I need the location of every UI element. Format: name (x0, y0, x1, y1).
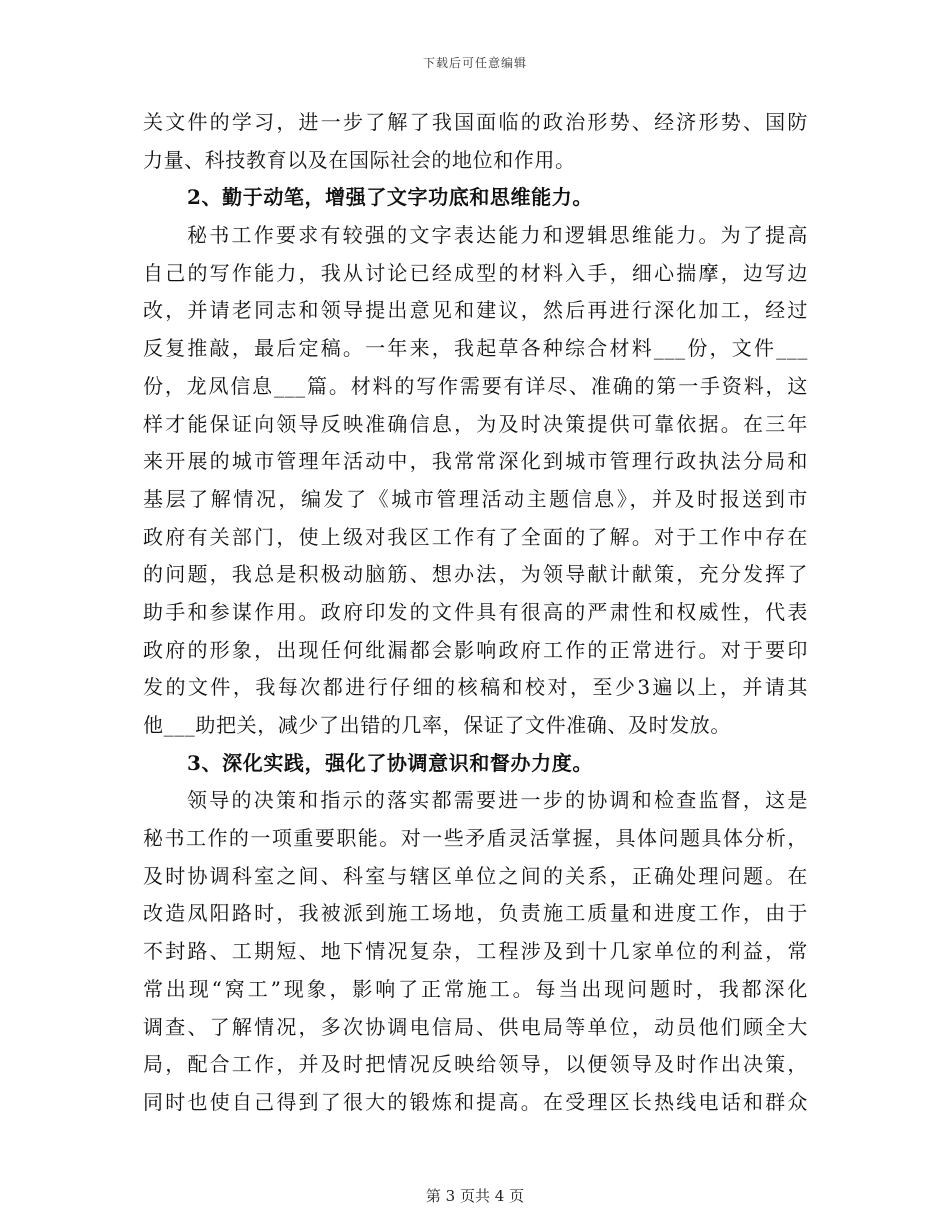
text-line: 局，配合工作，并及时把情况反映给领导，以便领导及时作出决策， (143, 1052, 808, 1077)
text-line: 秘书工作的一项重要职能。对一些矛盾灵活掌握，具体问题具体分析， (143, 826, 808, 851)
text-line: 改造凤阳路时，我被派到施工场地，负责施工质量和进度工作，由于 (143, 901, 808, 926)
text-line: 同时也使自己得到了很大的锻炼和提高。在受理区长热线电话和群众 (143, 1089, 808, 1114)
document-body (143, 104, 808, 1122)
page-footer: 第 3 页共 4 页 (425, 1187, 525, 1205)
text-line: 助手和参谋作用。政府印发的文件具有很高的严肃性和权威性，代表 (143, 599, 808, 624)
page-header: 下载后可任意编辑 (422, 56, 527, 70)
text-line: 来开展的城市管理年活动中，我常常深化到城市管理行政执法分局和 (143, 449, 808, 474)
text-line: 常出现“窝工”现象，影响了正常施工。每当出现问题时，我都深化 (143, 976, 808, 1001)
text-line: 调查、了解情况，多次协调电信局、供电局等单位，动员他们顾全大 (143, 1014, 808, 1039)
text-line: 自己的写作能力，我从讨论已经成型的材料入手，细心揣摩，边写边 (143, 260, 808, 285)
text-line: 力量、科技教育以及在国际社会的地位和作用。 (143, 147, 576, 172)
text-line: 基层了解情况，编发了《城市管理活动主题信息》，并及时报送到市 (143, 486, 808, 511)
text-line: 发的文件，我每次都进行仔细的核稿和校对，至少3遍以上，并请其 (143, 675, 808, 700)
text-line: 及时协调科室之间、科室与辖区单位之间的关系，正确处理问题。在 (143, 863, 808, 888)
text-line: 政府有关部门，使上级对我区工作有了全面的了解。对于工作中存在 (143, 524, 808, 549)
text-line: 领导的决策和指示的落实都需要进一步的协调和检查监督，这是 (187, 788, 808, 813)
text-line: 关文件的学习，进一步了解了我国面临的政治形势、经济形势、国防 (143, 110, 808, 134)
text-line: 反复推敲，最后定稿。一年来，我起草各种综合材料___份，文件___ (143, 336, 808, 361)
text-line: 秘书工作要求有较强的文字表达能力和逻辑思维能力。为了提高 (187, 223, 808, 248)
text-line: 改，并请老同志和领导提出意见和建议，然后再进行深化加工，经过 (143, 298, 808, 323)
section-heading: 3、深化实践，强化了协调意识和督办力度。 (187, 750, 593, 775)
text-line: 不封路、工期短、地下情况复杂，工程涉及到十几家单位的利益，常 (143, 939, 808, 964)
text-line: 份，龙凤信息___篇。材料的写作需要有详尽、准确的第一手资料，这 (143, 373, 808, 398)
text-line: 政府的形象，出现任何纰漏都会影响政府工作的正常进行。对于要印 (143, 637, 808, 662)
text-line: 的问题，我总是积极动脑筋、想办法，为领导献计献策，充分发挥了 (143, 562, 808, 587)
section-heading: 2、勤于动笔，增强了文字功底和思维能力。 (187, 185, 593, 210)
text-line: 他___助把关，减少了出错的几率，保证了文件准确、及时发放。 (143, 713, 731, 737)
text-line: 样才能保证向领导反映准确信息，为及时决策提供可靠依据。在三年 (143, 411, 808, 436)
